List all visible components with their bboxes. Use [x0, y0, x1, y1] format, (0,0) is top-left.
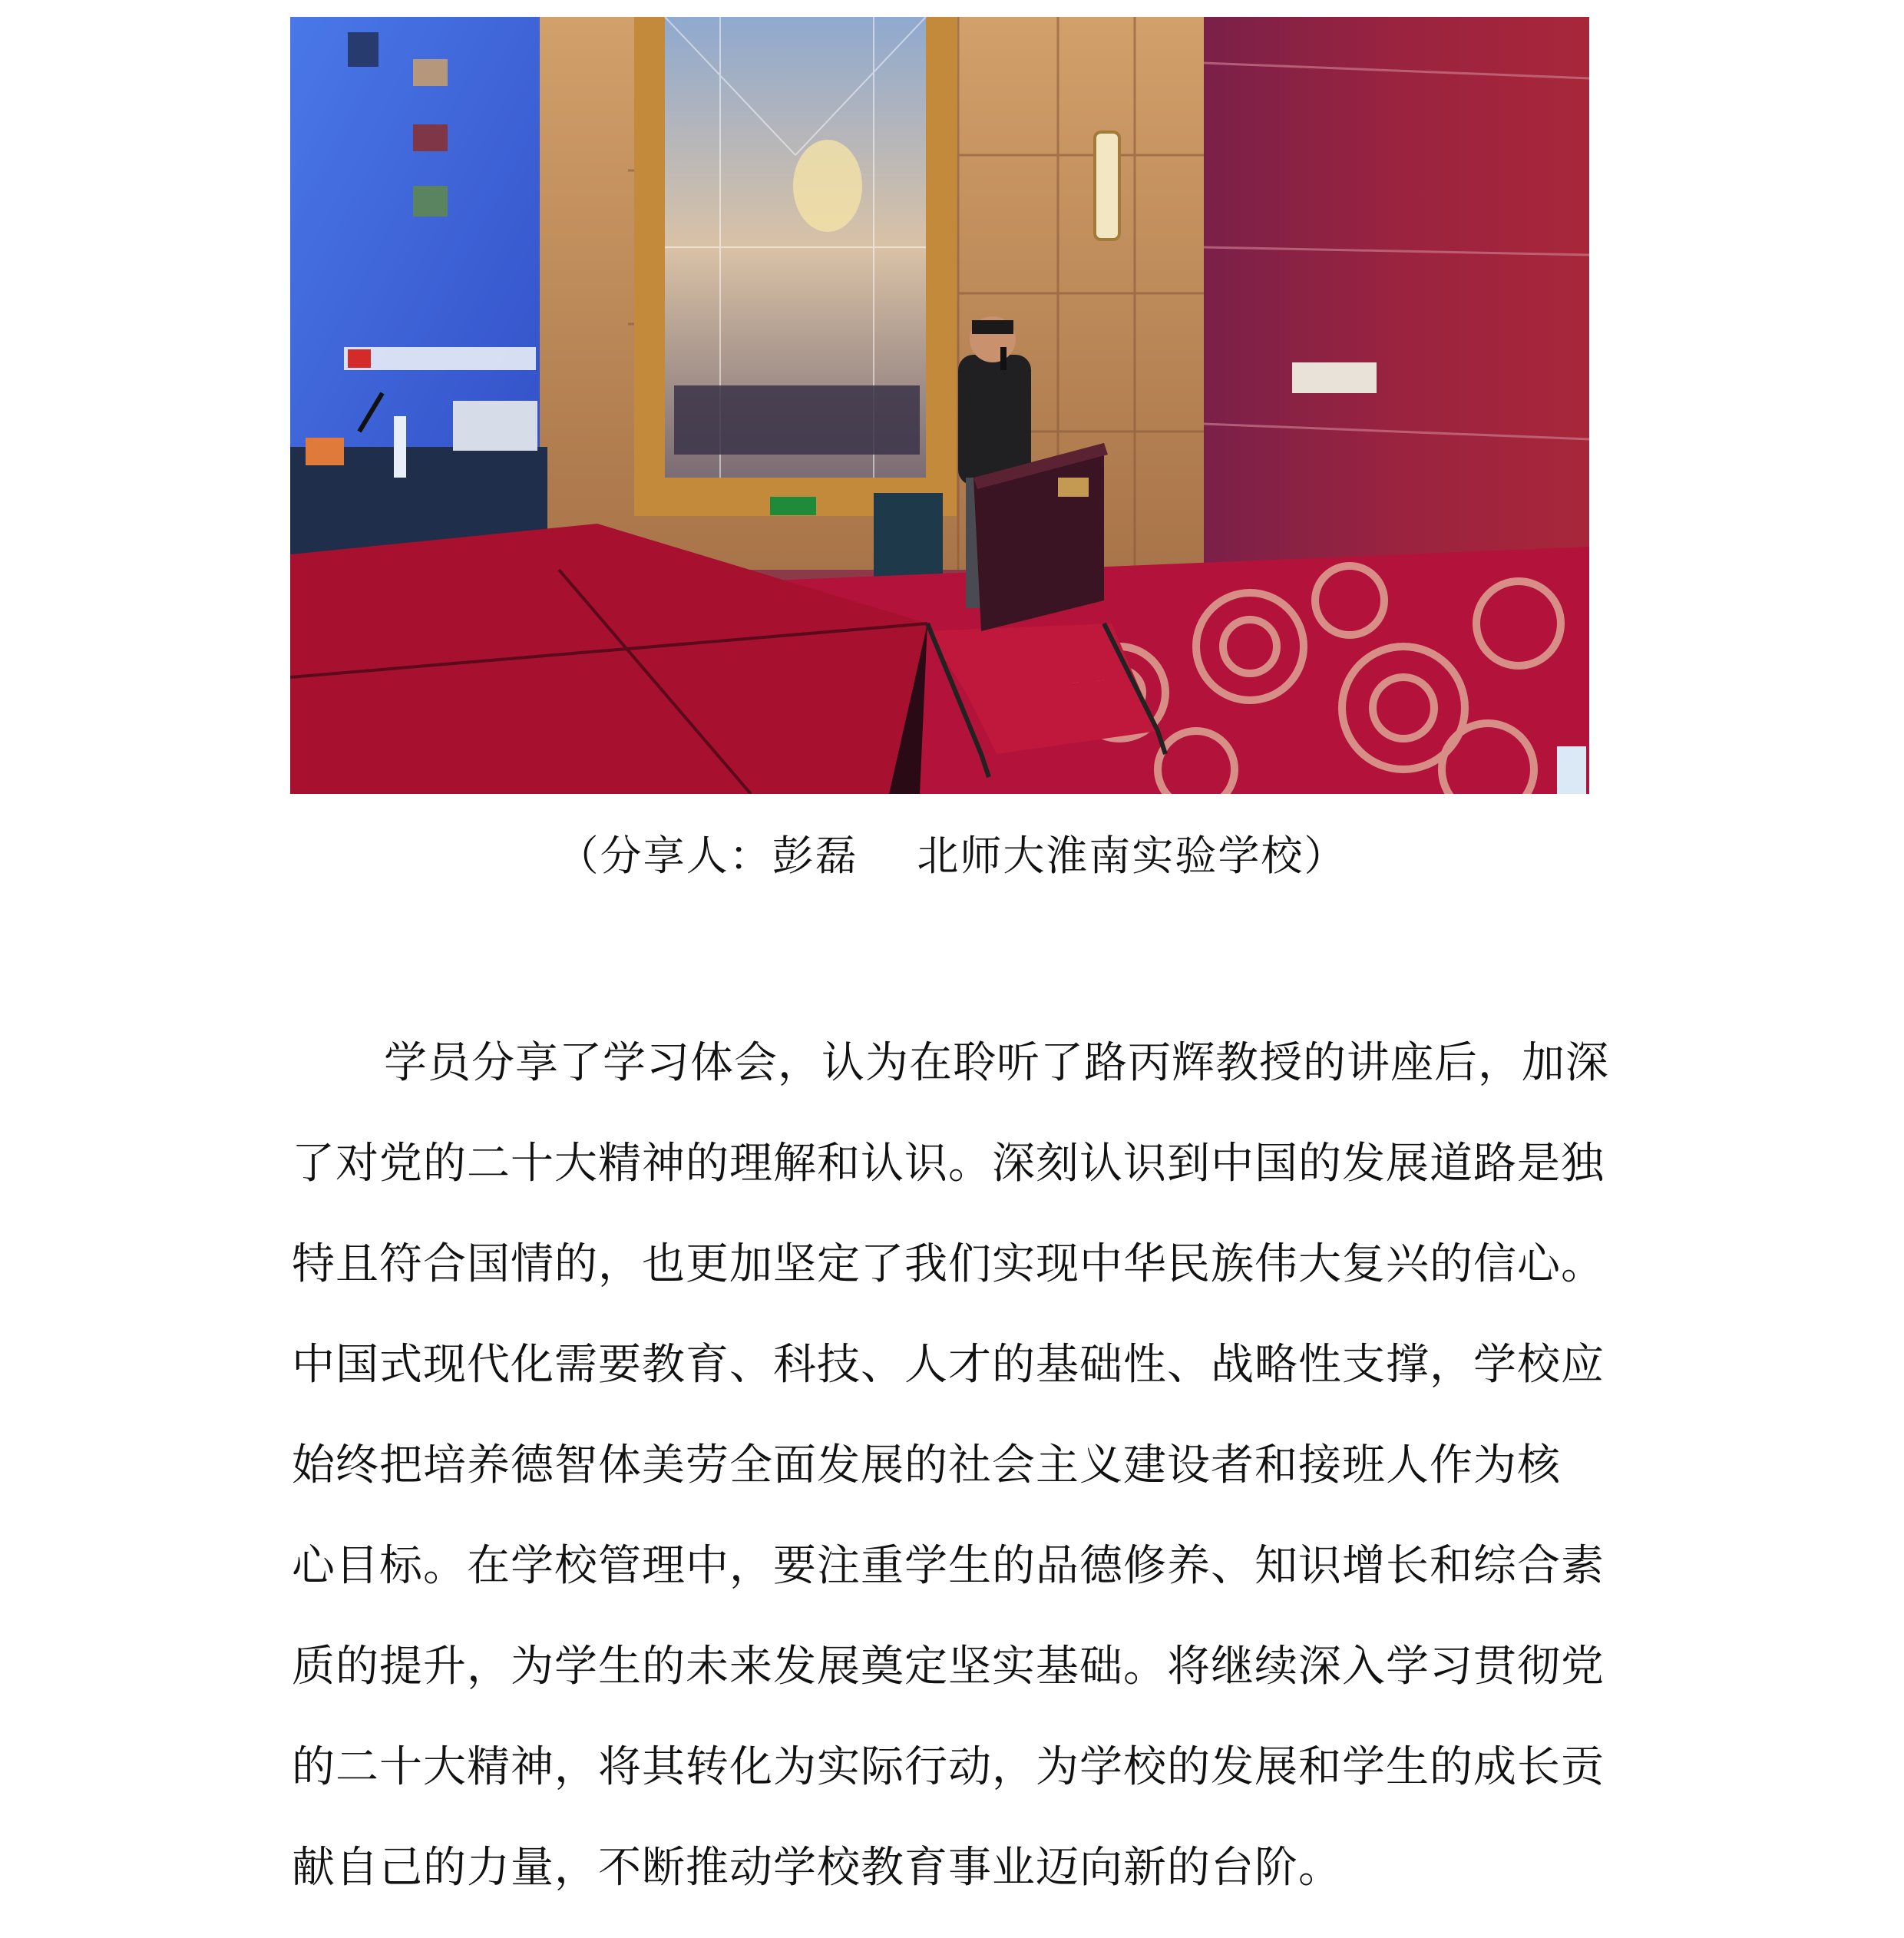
water-bottle — [394, 416, 406, 478]
photo-illustration — [290, 17, 1589, 794]
exit-sign — [770, 497, 816, 515]
name-card — [306, 438, 344, 465]
paragraph-line: 了对党的二十大精神的理解和认识。深刻认识到中国的发展道路是独 — [292, 1139, 1605, 1189]
photo-caption: （分享人：彭磊 北师大淮南实验学校） — [557, 832, 1347, 880]
bottle-foreground — [1557, 746, 1586, 794]
wall-sign — [1292, 362, 1377, 393]
paragraph-line: 的二十大精神，将其转化为实际行动，为学校的发展和学生的成长贡 — [292, 1742, 1605, 1792]
red-wall — [1204, 17, 1589, 570]
laptop — [453, 401, 537, 451]
event-photo — [290, 17, 1589, 794]
paragraph-line: 中国式现代化需要教育、科技、人才的基础性、战略性支撑，学校应 — [292, 1340, 1605, 1390]
paragraph-line: 质的提升，为学生的未来发展奠定坚实基础。将继续深入学习贯彻党 — [292, 1642, 1605, 1692]
paragraph-line: 特且符合国情的，也更加坚定了我们实现中华民族伟大复兴的信心。 — [292, 1239, 1605, 1289]
paragraph-line: 献自己的力量，不断推动学校教育事业迈向新的台阶。 — [292, 1843, 1342, 1893]
paragraph-line: 学员分享了学习体会，认为在聆听了路丙辉教授的讲座后，加深 — [384, 1038, 1609, 1088]
paragraph-line: 心目标。在学校管理中，要注重学生的品德修养、知识增长和综合素 — [292, 1541, 1605, 1591]
paragraph-line: 始终把培养德智体美劳全面发展的社会主义建设者和接班人作为核 — [292, 1440, 1561, 1490]
article-paragraph — [292, 1033, 1643, 1938]
side-table — [874, 493, 943, 585]
